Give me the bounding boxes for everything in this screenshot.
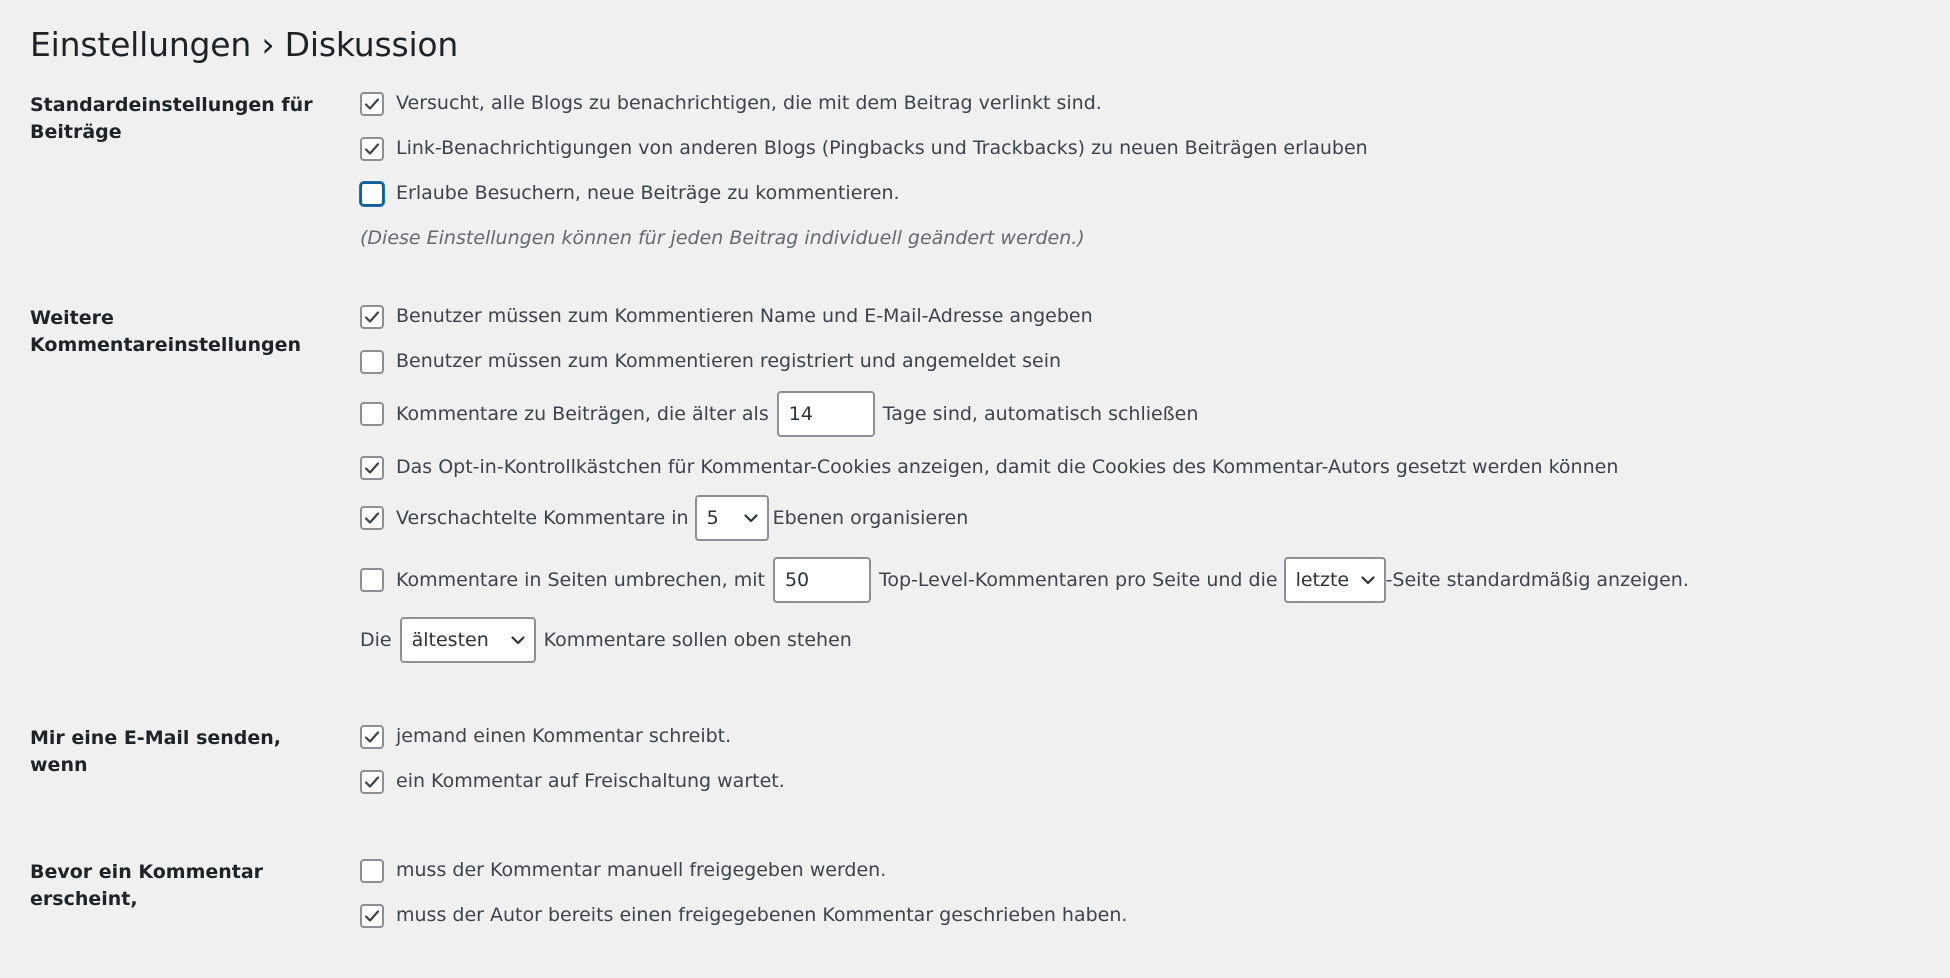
section-label-default-post-settings: Standardeinstellungen für Beiträge [30, 94, 313, 143]
checkbox-close-old-comments[interactable] [360, 402, 384, 426]
option-paginate-comments [360, 557, 1689, 603]
page-title: Einstellungen › Diskussion [30, 25, 459, 65]
option-threaded-comments [360, 495, 968, 541]
comment-order-select[interactable] [400, 617, 536, 663]
check-icon [362, 508, 382, 528]
option-require-name-email [360, 303, 1093, 330]
option-label: Versucht, alle Blogs zu benachrichtigen, die mit dem Beitrag verlinkt sind. [396, 92, 1102, 114]
checkbox-ping-blogs[interactable] [360, 92, 384, 116]
check-icon [362, 727, 382, 747]
option-manual-approval [360, 857, 886, 884]
option-label: Link-Benachrichtigungen von anderen Blogs (Pingbacks und Trackbacks) zu neuen Beiträgen erlauben [396, 137, 1368, 159]
chevron-down-icon [1360, 572, 1376, 588]
option-require-registration [360, 348, 1061, 375]
option-allow-pings [360, 135, 1368, 162]
check-icon [362, 139, 382, 159]
checkbox-email-comment-posted[interactable] [360, 725, 384, 749]
option-comment-order [360, 617, 852, 663]
settings-note: (Diese Einstellungen können für jeden Beitrag individuell geändert werden.) [360, 227, 1085, 249]
option-label: Kommentare zu Beiträgen, die älter als [396, 402, 769, 425]
checkbox-previously-approved[interactable] [360, 904, 384, 928]
chevron-down-icon [510, 632, 526, 648]
checkbox-require-name-email[interactable] [360, 305, 384, 329]
comments-per-page-input[interactable]: 50 [773, 557, 871, 603]
option-label: Benutzer müssen zum Kommentieren Name und E-Mail-Adresse angeben [396, 305, 1093, 327]
option-label: Kommentare in Seiten umbrechen, mit [396, 568, 765, 591]
checkbox-require-registration[interactable] [360, 350, 384, 374]
option-email-moderation [360, 768, 785, 795]
check-icon [362, 94, 382, 114]
option-label: Erlaube Besuchern, neue Beiträge zu kommentieren. [396, 182, 900, 204]
section-label-other-comment-settings: Weitere Kommentareinstellungen [30, 307, 302, 356]
default-page-value: letzte [1295, 568, 1350, 591]
checkbox-threaded-comments[interactable] [360, 506, 384, 530]
option-label: Die [360, 628, 392, 651]
option-ping-blogs [360, 90, 1102, 117]
option-label-middle: Top-Level-Kommentaren pro Seite und die [878, 568, 1278, 591]
option-label: Das Opt-in-Kontrollkästchen für Kommentar-Cookies anzeigen, damit die Cookies des Kommentar-Autors gesetzt werden können [396, 456, 1619, 478]
option-label: Benutzer müssen zum Kommentieren registriert und angemeldet sein [396, 350, 1062, 372]
option-label: ein Kommentar auf Freischaltung wartet. [396, 770, 785, 792]
checkbox-allow-pings[interactable] [360, 137, 384, 161]
section-label-email-me: Mir eine E-Mail senden, wenn [30, 727, 282, 776]
checkbox-paginate-comments[interactable] [360, 568, 384, 592]
check-icon [362, 458, 382, 478]
thread-depth-select[interactable] [695, 495, 769, 541]
option-label-suffix: Tage sind, automatisch schließen [882, 402, 1199, 425]
thread-depth-value: 5 [706, 506, 719, 529]
option-label-suffix: Ebenen organisieren [772, 506, 969, 529]
option-label: muss der Kommentar manuell freigegeben werden. [396, 859, 887, 881]
option-label: Verschachtelte Kommentare in [396, 506, 689, 529]
check-icon [362, 772, 382, 792]
comment-order-value: ältesten [411, 628, 489, 651]
chevron-down-icon [743, 510, 759, 526]
option-allow-comments [360, 180, 900, 207]
checkbox-email-moderation[interactable] [360, 770, 384, 794]
checkbox-allow-comments[interactable] [360, 182, 384, 206]
option-email-comment-posted [360, 723, 731, 750]
close-days-input[interactable]: 14 [777, 391, 875, 437]
checkbox-cookies-optin[interactable] [360, 456, 384, 480]
check-icon [362, 906, 382, 926]
default-page-select[interactable] [1284, 557, 1386, 603]
option-label: muss der Autor bereits einen freigegebenen Kommentar geschrieben haben. [396, 904, 1128, 926]
option-close-old-comments [360, 391, 1198, 437]
option-label-suffix: -Seite standardmäßig anzeigen. [1385, 568, 1689, 591]
option-label-suffix: Kommentare sollen oben stehen [543, 628, 852, 651]
option-cookies-optin [360, 454, 1618, 481]
checkbox-manual-approval[interactable] [360, 859, 384, 883]
section-label-before-comment-appears: Bevor ein Kommentar erscheint, [30, 861, 264, 910]
check-icon [362, 307, 382, 327]
option-previously-approved [360, 902, 1127, 929]
option-label: jemand einen Kommentar schreibt. [396, 725, 732, 747]
